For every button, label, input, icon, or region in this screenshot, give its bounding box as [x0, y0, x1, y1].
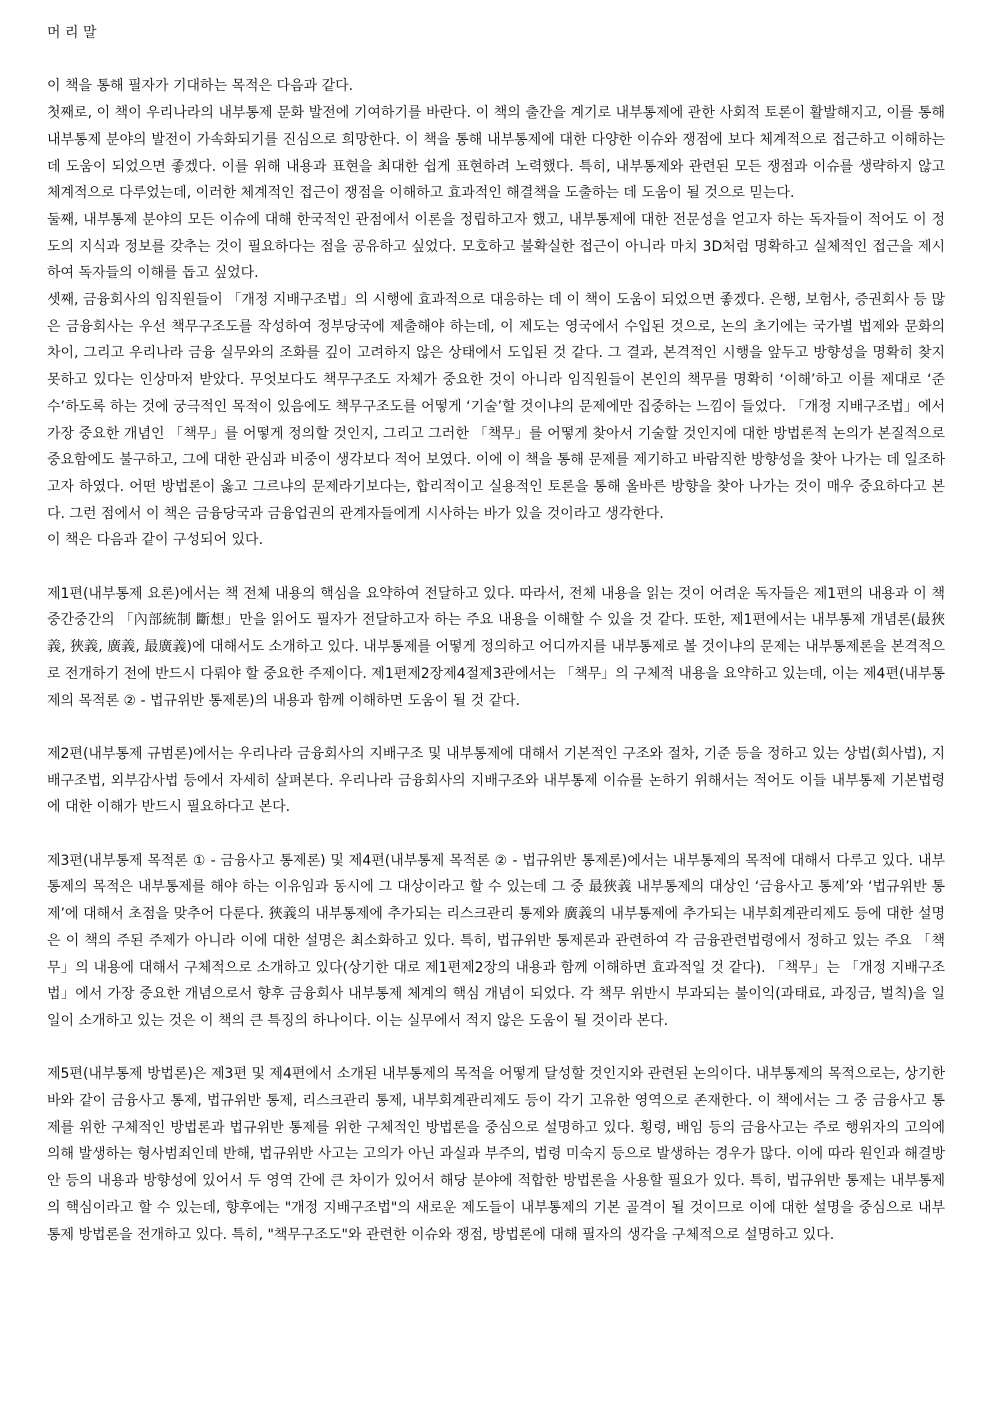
document-page [47, 20, 945, 1248]
paragraph-first: 첫째로, 이 책이 우리나라의 내부통제 문화 발전에 기여하기를 바란다. 이 책의 출간을 계기로 내부통제에 관한 사회적 토론이 활발해지고, 이를 통해 내부통제 분야의 발전이 가속화되기를 진심으로 희망한다. 이 책을 통해 내부통제에 대한 다양한 이슈와 쟁점에 보다 체계적으로 접근하고 이해하는 데 도움이 되었으면 좋겠다. 이를 위해 내용과 표현을 최대한 쉽게 표현하려 노력했다. 특히, 내부통제와 관련된 모든 쟁점과 이슈를 생략하지 않고 체계적으로 다루었는데, 이러한 체계적인 접근이 쟁점을 이해하고 효과적인 해결책을 도출하는 데 도움이 될 것으로 믿는다. [47, 105, 945, 202]
paragraph-third: 셋째, 금융회사의 임직원들이 「개정 지배구조법」의 시행에 효과적으로 대응하는 데 이 책이 도움이 되었으면 좋겠다. 은행, 보험사, 증권회사 등 많은 금융회사는 우선 책무구조도를 작성하여 정부당국에 제출해야 하는데, 이 제도는 영국에서 수입된 것으로, 논의 초기에는 국가별 법제와 문화의 차이, 그리고 우리나라 금융 실무와의 조화를 깊이 고려하지 않은 상태에서 도입된 것 같다. 그 결과, 본격적인 시행을 앞두고 방향성을 명확히 찾지 못하고 있다는 인상마저 받았다. 무엇보다도 책무구조도 자체가 중요한 것이 아니라 임직원들이 본인의 책무를 명확히 ‘이해’하고 이를 제대로 ‘준수’하도록 하는 것에 궁극적인 목적이 있음에도 책무구조도를 어떻게 ‘기술’할 것이냐의 문제에만 집중하는 느낌이 들었다. 「개정 지배구조법」에서 가장 중요한 개념인 「책무」를 어떻게 정의할 것인지, 그리고 그러한 「책무」를 어떻게 찾아서 기술할 것인지에 대한 방법론적 논의가 본질적으로 중요함에도 불구하고, 그에 대한 관심과 비중이 생각보다 적어 보였다. 이에 이 책을 통해 문제를 제기하고 바람직한 방향성을 찾아 나가는 데 일조하고자 하였다. 어떤 방법론이 옳고 그르냐의 문제라기보다는, 합리적이고 실용적인 토론을 통해 올바른 방향을 찾아 나가는 것이 매우 중요하다고 본다. 그런 점에서 이 책은 금융당국과 금융업권의 관계자들에게 시사하는 바가 있을 것이라고 생각한다. [47, 292, 945, 522]
section-part5: 제5편(내부통제 방법론)은 제3편 및 제4편에서 소개된 내부통제의 목적을 어떻게 달성할 것인지와 관련된 논의이다. 내부통제의 목적으로는, 상기한 바와 같이 금융사고 통제, 법규위반 통제, 리스크관리 통제, 내부회계관리제도 등이 각기 고유한 영역으로 존재한다. 이 책에서는 그 중 금융사고 통제를 위한 구체적인 방법론과 법규위반 통제를 위한 구체적인 방법론을 중심으로 설명하고 있다. 횡령, 배임 등의 금융사고는 주로 행위자의 고의에 의해 발생하는 형사범죄인데 반해, 법규위반 사고는 고의가 아닌 과실과 부주의, 법령 미숙지 등으로 발생하는 경우가 많다. 이에 따라 원인과 해결방안 등의 내용과 방향성에 있어서 두 영역 간에 큰 차이가 있어서 해당 분야에 적합한 방법론을 사용할 필요가 있다. 특히, 법규위반 통제는 내부통제의 핵심이라고 할 수 있는데, 향후에는 "개정 지배구조법"의 새로운 제도들이 내부통제의 기본 골격이 될 것이므로 이에 대한 설명을 중심으로 내부통제 방법론을 전개하고 있다. 특히, "책무구조도"와 관련한 이슈와 쟁점, 방법론에 대해 필자의 생각을 구체적으로 설명하고 있다. [47, 1066, 945, 1243]
document-title: 머 리 말 [47, 25, 97, 41]
section-part3-4: 제3편(내부통제 목적론 ① - 금융사고 통제론) 및 제4편(내부통제 목적론 ② - 법규위반 통제론)에서는 내부통제의 목적에 대해서 다루고 있다. 내부통제의 목적은 내부통제를 해야 하는 이유임과 동시에 그 대상이라고 할 수 있는데 그 중 最狹義 내부통제의 대상인 ‘금융사고 통제’와 ‘법규위반 통제’에 대해서 초점을 맞추어 다룬다. 狹義의 내부통제에 추가되는 리스크관리 통제와 廣義의 내부통제에 추가되는 내부회계관리제도 등에 대한 설명은 이 책의 주된 주제가 아니라 이에 대한 설명은 최소화하고 있다. 특히, 법규위반 통제론과 관련하여 각 금융관련법령에서 정하고 있는 주요 「책무」의 내용에 대해서 구체적으로 소개하고 있다(상기한 대로 제1편제2장의 내용과 함께 이해하면 효과적일 것 같다). 「책무」는 「개정 지배구조법」에서 가장 중요한 개념으로서 향후 금융회사 내부통제 체계의 핵심 개념이 되었다. 각 책무 위반시 부과되는 불이익(과태료, 과징금, 벌칙)을 일일이 소개하고 있는 것은 이 책의 큰 특징의 하나이다. 이는 실무에서 적지 않은 도움이 될 것이라 본다. [47, 852, 945, 1029]
paragraph-second: 둘째, 내부통제 분야의 모든 이슈에 대해 한국적인 관점에서 이론을 정립하고자 했고, 내부통제에 대한 전문성을 얻고자 하는 독자들이 적어도 이 정도의 지식과 정보를 갖추는 것이 필요하다는 점을 공유하고 싶었다. 모호하고 불확실한 접근이 아니라 마치 3D처럼 명확하고 실체적인 접근을 제시하여 독자들의 이해를 돕고 싶었다. [47, 211, 945, 282]
intro-paragraph: 이 책을 통해 필자가 기대하는 목적은 다음과 같다. [47, 78, 354, 95]
section-part1: 제1편(내부통제 요론)에서는 책 전체 내용의 핵심을 요약하여 전달하고 있다. 따라서, 전체 내용을 읽는 것이 어려운 독자들은 제1편의 내용과 이 책 중간중간의 「內部統制 斷想」만을 읽어도 필자가 전달하고자 하는 주요 내용을 이해할 수 있을 것 같다. 또한, 제1편에서는 내부통제 개념론(最狹義, 狹義, 廣義, 最廣義)에 대해서도 소개하고 있다. 내부통제를 어떻게 정의하고 어디까지를 내부통제로 볼 것이냐의 문제는 내부통제론을 본격적으로 전개하기 전에 반드시 다뤄야 할 중요한 주제이다. 제1편제2장제4절제3관에서는 「책무」의 구체적 내용을 요약하고 있는데, 이는 제4편(내부통제의 목적론 ② - 법규위반 통제론)의 내용과 함께 이해하면 도움이 될 것 같다. [47, 585, 945, 709]
section-part2: 제2편(내부통제 규범론)에서는 우리나라 금융회사의 지배구조 및 내부통제에 대해서 기본적인 구조와 절차, 기준 등을 정하고 있는 상법(회사법), 지배구조법, 외부감사법 등에서 자세히 살펴본다. 우리나라 금융회사의 지배구조와 내부통제 이슈를 논하기 위해서는 적어도 이들 내부통제 기본법령에 대한 이해가 반드시 필요하다고 본다. [47, 745, 945, 816]
paragraph-structure-intro: 이 책은 다음과 같이 구성되어 있다. [47, 532, 264, 549]
